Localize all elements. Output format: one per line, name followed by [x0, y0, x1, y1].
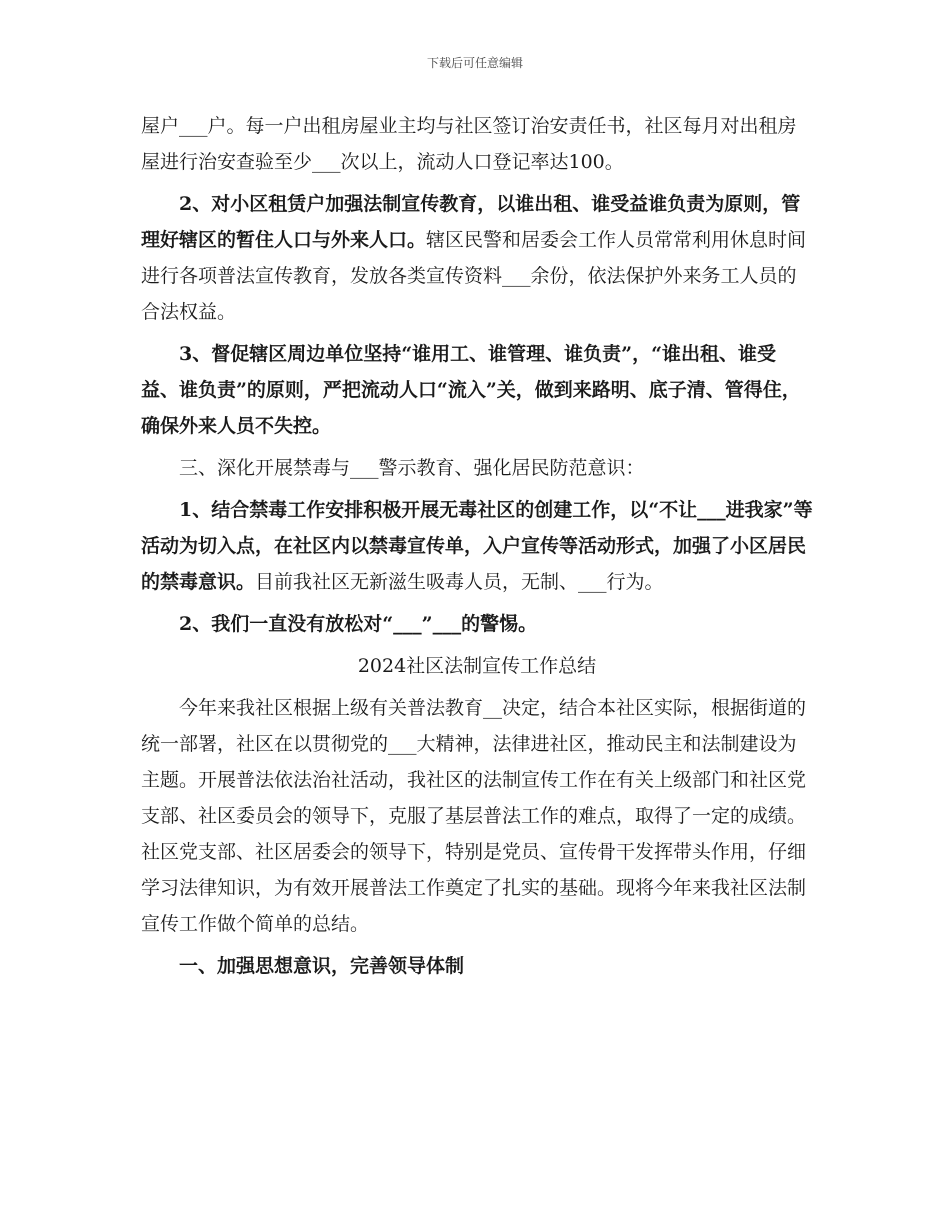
paragraph-drug-item-1-normal: 目前我社区无新滋生吸毒人员，无制、___行为。	[255, 571, 664, 593]
paragraph-drug-item-1-bold: 1、结合禁毒工作安排积极开展无毒社区的创建工作，以“不让___进我家”等活动为切入点，在社区内以禁毒宣传单，入户宣传等活动形式，加强了小区居民的禁毒意识。	[141, 499, 813, 593]
paragraph-drug-item-2: 2、我们一直没有放松对“___”___的警惕。	[179, 613, 538, 635]
heading-1: 一、加强思想意识，完善领导体制	[179, 955, 465, 977]
page-header: 下载后可任意编辑	[426, 56, 523, 70]
paragraph-item-3: 3、督促辖区周边单位坚持“谁用工、谁管理、谁负责”，“谁出租、谁受益、谁负责”的原则，严把流动人口“流入”关，做到来路明、底子清、管得住，确保外来人员不失控。	[141, 343, 801, 437]
paragraph-intro: 今年来我社区根据上级有关普法教育__决定，结合本社区实际，根据街道的统一部署，社区在以贯彻党的___大精神，法律进社区，推动民主和法制建设为主题。开展普法依法治社活动，我社区的法制宣传工作在有关上级部门和社区党支部、社区委员会的领导下，克服了基层普法工作的难点，取得了一定的成绩。社区党支部、社区居委会的领导下，特别是党员、宣传骨干发挥带头作用，仔细学习法律知识，为有效开展普法工作奠定了扎实的基础。现将今年来我社区法制宣传工作做个简单的总结。	[141, 697, 807, 935]
paragraph-drug-item-1	[141, 492, 813, 600]
document-body	[141, 108, 813, 990]
section-title: 2024社区法制宣传工作总结	[357, 655, 597, 677]
paragraph-item-2	[141, 186, 813, 330]
paragraph-rental-households: 屋户___户。每一户出租房屋业主均与社区签订治安责任书，社区每月对出租房屋进行治安查验至少___次以上，流动人口登记率达100。	[141, 115, 797, 173]
paragraph-item-2-normal: 辖区民警和居委会工作人员常常利用休息时间进行各项普法宣传教育，发放各类宣传资料___余份，依法保护外来务工人员的合法权益。	[141, 229, 807, 323]
section-heading-3: 三、深化开展禁毒与___警示教育、强化居民防范意识：	[179, 457, 645, 479]
paragraph-item-2-bold: 2、对小区租赁户加强法制宣传教育，以谁出租、谁受益谁负责为原则，管理好辖区的暂住人口与外来人口。	[141, 193, 801, 251]
